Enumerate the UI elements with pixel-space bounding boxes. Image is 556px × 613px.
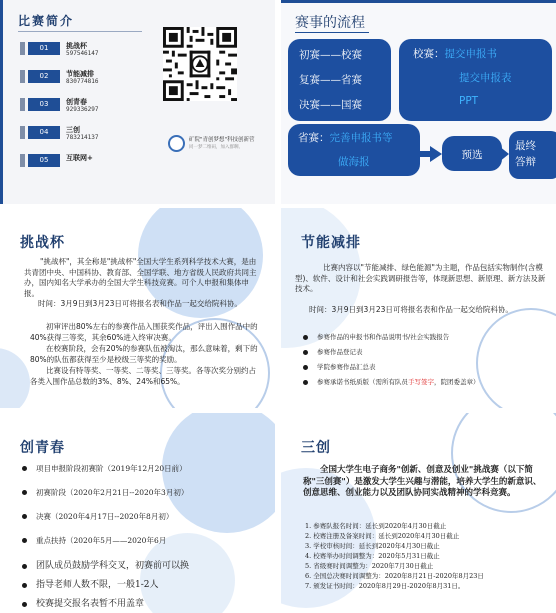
provincial-label: 省赛：完善申报书等: [298, 132, 393, 144]
contest-item: [20, 123, 155, 151]
provincial-box: [288, 124, 420, 176]
preselect-box: [442, 136, 502, 171]
intro-paragraph: 全国大学生电子商务"创新、创意及创业"挑战赛（以下简称"三创赛"）是激发大学生兴趣与潜能，培养大学生的新意识、创意思维、创业能力以及团队协同实战精神的学科竞赛。: [303, 465, 542, 498]
timeline-item: 7. 颁发证书时间：2020年8月29日-2020年8月31日。: [305, 582, 465, 590]
final-defense-box: [509, 131, 556, 179]
item-number: 04: [28, 126, 60, 139]
contest-item: [20, 151, 155, 179]
item-name: 互联网+: [66, 154, 93, 162]
materials-list: [303, 330, 480, 390]
slide-title: 三创: [301, 440, 331, 456]
awards-paragraph: 比赛设有特等奖、一等奖、二等奖、三等奖。各等次奖分别约占各类入围作品总数的3%、8%、24%和65%。: [30, 366, 256, 386]
stage-line: 初赛——校赛: [299, 49, 362, 61]
accent-bar: [0, 0, 3, 204]
slide-title: 创青春: [20, 440, 65, 456]
contest-list: [20, 39, 155, 179]
list-item: 学院参赛作品汇总表: [303, 360, 480, 375]
timeline-list: [305, 521, 484, 591]
slide-youth-entrepreneurship: [0, 413, 275, 613]
item-tab: [20, 98, 25, 111]
list-item: 项目申报阶段初赛阶（2019年12月20日前）: [22, 457, 188, 481]
slide-challenge-cup: [0, 208, 275, 408]
item-number: 05: [28, 154, 60, 167]
slide-title: 挑战杯: [20, 235, 65, 251]
slide-title: 比赛简介: [18, 14, 75, 28]
item-group-code: 783214137: [66, 134, 99, 141]
item-number: 03: [28, 98, 60, 111]
contest-item: [20, 67, 155, 95]
arrow-right-icon: [430, 146, 442, 162]
item-name: 挑战杯: [66, 42, 87, 50]
school-logo-icon: [168, 135, 185, 152]
qr-code: [163, 27, 237, 127]
group-name: 矿院"青创梦想"科技创新营: [189, 137, 255, 143]
review-paragraph: 初审评出80%左右的参赛作品入围获奖作品，评出入围作品中的40%获得三等奖，其余60%进入终审决赛。: [30, 322, 258, 342]
item-group-code: 929336297: [66, 106, 99, 113]
item-tab: [20, 154, 25, 167]
timeline-item: 1. 参赛队报名时间：延长到2020年4月30日截止: [305, 522, 447, 530]
school-submit-box: [399, 39, 552, 121]
school-item-3: PPT: [459, 95, 479, 107]
item-group-code: 830774816: [66, 78, 99, 85]
final-defense-label: 最终答辩: [515, 140, 536, 168]
item-tab: [20, 126, 25, 139]
list-item: 校赛提交报名表暂不用盖章: [22, 595, 189, 613]
slide-title: 赛事的流程: [295, 15, 365, 31]
content-paragraph: 比赛内容以"节能减排、绿色能源"为主题，作品包括实物制作(含模型)、软件、设计和社会实践调研报告等，体现新思想、新原理、新方法及新技术。: [295, 263, 546, 293]
slide-energy-saving: [281, 208, 556, 408]
arrow-right-icon: [499, 146, 509, 162]
item-name: 三创: [66, 126, 80, 134]
list-item: 指导老师人数不限，一般1-2人: [22, 576, 189, 595]
list-item: 决赛（2020年4月17日--2020年8月初）: [22, 505, 188, 529]
school-label: 校赛：提交申报书: [413, 48, 497, 60]
school-round-paragraph: 在校赛阶段，会有20%的参赛队伍被淘汰，那么意味着，剩下的80%的队伍都获得至少是校级三等奖的奖励。: [30, 344, 258, 364]
timeline-item: 2. 校赛注册及备案时间：延长到2020年4月30日截止: [305, 532, 460, 540]
decor-ring: [476, 308, 556, 408]
contest-item: [20, 95, 155, 123]
provincial-item-2: 做海报: [338, 156, 370, 168]
group-hint: 同一梦二维码，加入群聊。: [189, 145, 243, 150]
item-name: 节能减排: [66, 70, 94, 78]
slide-process: [281, 0, 556, 204]
item-name: 创青春: [66, 98, 87, 106]
preselect-label: 预选: [461, 149, 483, 161]
list-item: 参赛作品的申报书和作品说明书/社会实践报告: [303, 330, 480, 345]
item-tab: [20, 70, 25, 83]
timeline-item: 3. 学校审核时间：延长到2020年4月30日截止: [305, 542, 440, 550]
slide-three-innovations: [281, 413, 556, 613]
decor-circle: [0, 348, 30, 408]
title-divider: [18, 31, 142, 32]
slide-title: 节能减排: [301, 235, 361, 251]
list-item: 初赛阶段（2020年2月21日--2020年3月初）: [22, 481, 188, 505]
list-item: 重点扶持（2020年5月——2020年6月: [22, 529, 188, 553]
time-paragraph: 时间：3月9日到3月23日可将报名表和作品一起交给院科协。: [309, 305, 513, 314]
stage-box: [288, 39, 391, 121]
list-item: 团队成员鼓励学科交叉，初赛前可以换: [22, 557, 189, 576]
list-item: 参赛作品登记表: [303, 345, 480, 360]
title-divider: [295, 32, 369, 33]
timeline-item: 4. 校赛举办时间调整为：2020年5月31日截止: [305, 552, 440, 560]
stage-line: 复赛——省赛: [299, 74, 362, 86]
intro-paragraph: "挑战杯"，其全称是"挑战杯"全国大学生系列科学技术大赛，是由共青团中央、中国科协、教育部、全国学联、地方省级人民政府共同主办，国内知名大学承办的全国大学生科技竞赛。可个人申报和集体申报。: [24, 257, 257, 298]
time-paragraph: 时间：3月9日到3月23日可将报名表和作品一起交给院科协。: [38, 299, 242, 308]
item-group-code: 597546147: [66, 50, 99, 57]
rules-list: [22, 557, 189, 613]
timeline-item: 5. 省级赛时间调整为：2020年7月30日截止: [305, 562, 434, 570]
timeline-item: 6. 全国总决赛时间调整为：2020年8月21日-2020年8月23日: [305, 572, 484, 580]
item-number: 01: [28, 42, 60, 55]
item-number: 02: [28, 70, 60, 83]
list-item: 参赛承诺书纸质版（需所有队员手写签字，院团委盖章）: [303, 375, 480, 390]
contest-item: [20, 39, 155, 67]
school-item-2: 提交申报表: [459, 72, 512, 84]
stage-line: 决赛——国赛: [299, 99, 362, 111]
qr-code-icon: [163, 27, 237, 101]
slide-intro: [0, 0, 275, 204]
group-badge: [168, 133, 275, 159]
schedule-list: [22, 457, 188, 553]
item-tab: [20, 42, 25, 55]
